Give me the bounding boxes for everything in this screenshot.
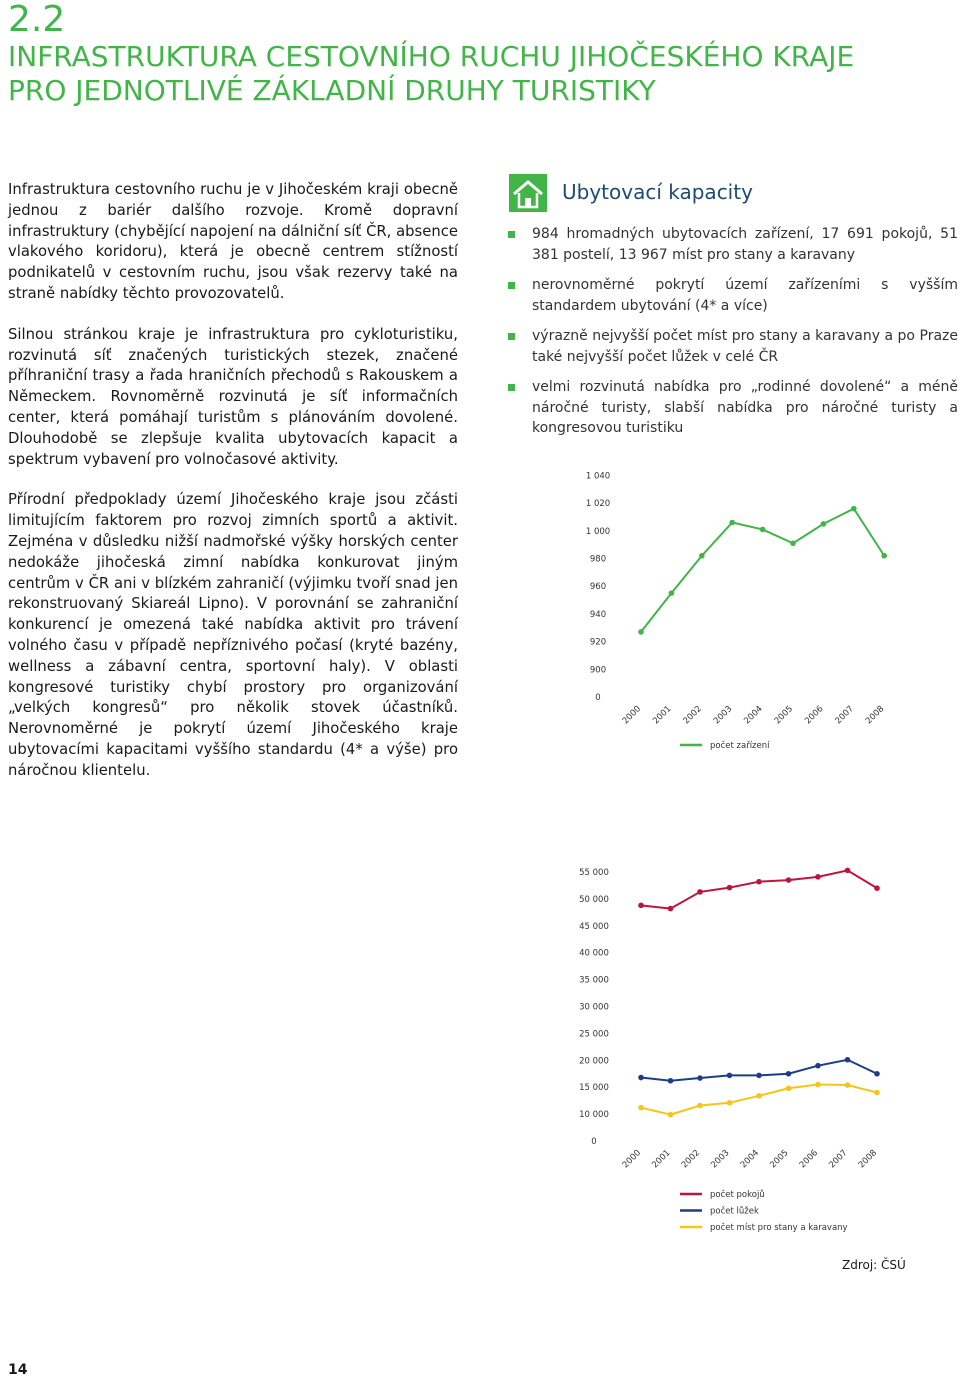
- body-text: [8, 180, 458, 802]
- x-tick-label: 2002: [679, 1148, 703, 1171]
- x-tick-label: 2005: [768, 1148, 791, 1171]
- x-tick-label: 2000: [620, 1148, 644, 1171]
- y-tick-label: 1 040: [585, 471, 611, 482]
- data-point: [638, 629, 644, 635]
- y-tick-label: 15 000: [579, 1083, 609, 1094]
- x-tick-label: 2003: [709, 1148, 732, 1171]
- y-tick-label: 30 000: [579, 1002, 609, 1013]
- y-tick-label: 10 000: [579, 1110, 609, 1121]
- x-tick-label: 2001: [650, 1148, 673, 1171]
- x-tick-label: 2001: [651, 704, 674, 727]
- data-point: [668, 906, 674, 912]
- data-point: [697, 889, 703, 895]
- y-tick-label: 960: [589, 582, 607, 593]
- data-point: [727, 1100, 733, 1106]
- data-point: [668, 1112, 674, 1118]
- y-tick-label: 900: [589, 665, 607, 676]
- x-tick-label: 2006: [803, 704, 826, 727]
- y-tick-label: 45 000: [579, 921, 609, 932]
- list-item: velmi rozvinutá nabídka pro „rodinné dovolené“ a méně náročné turisty, slabší nabídka pro náročné turisty a kongresovou turistiku: [508, 377, 958, 439]
- data-point: [786, 877, 792, 883]
- data-point: [874, 1090, 880, 1096]
- legend-label: počet lůžek: [710, 1206, 759, 1217]
- data-point: [881, 553, 887, 559]
- data-point: [638, 1075, 644, 1081]
- y-tick-label: 0: [591, 1137, 597, 1147]
- x-tick-label: 2004: [738, 1148, 762, 1171]
- x-tick-label: 2008: [863, 704, 887, 727]
- data-point: [786, 1085, 792, 1091]
- x-tick-label: 2007: [833, 704, 856, 727]
- y-tick-label: 940: [589, 609, 607, 620]
- data-point: [760, 527, 766, 533]
- paragraph: Silnou stránkou kraje je infrastruktura pro cykloturistiku, rozvinutá síť značených turistických stezek, značené příhraniční trasy a řada hraničních přechodů s Rakouskem a Německem. Rovnoměrně rozvinutá je síť informačních center, která pomáhají turistům s plánováním dovolené. Dlouhodobě se zlepšuje kvalita ubytovacích kapacit a spektrum vybavení pro volnočasové aktivity.: [8, 325, 458, 468]
- y-tick-label: 25 000: [579, 1029, 609, 1040]
- data-point: [815, 874, 821, 880]
- data-point: [790, 540, 796, 546]
- sidebar-title: Ubytovací kapacity: [562, 180, 753, 204]
- data-point: [669, 590, 675, 596]
- y-tick-label: 0: [595, 693, 601, 703]
- x-tick-label: 2003: [711, 704, 735, 727]
- legend-label: počet míst pro stany a karavany: [710, 1223, 848, 1233]
- y-tick-label: 40 000: [579, 948, 609, 959]
- data-point: [697, 1103, 703, 1109]
- y-tick-label: 55 000: [579, 868, 609, 878]
- data-point: [821, 521, 827, 527]
- y-tick-label: 20 000: [579, 1056, 609, 1067]
- list-item: 984 hromadných ubytovacích zařízení, 17 691 pokojů, 51 381 postelí, 13 967 míst pro stany a karavany: [508, 224, 958, 265]
- data-point: [851, 506, 857, 512]
- y-tick-label: 35 000: [579, 975, 609, 986]
- x-tick-label: 2007: [827, 1148, 850, 1171]
- x-tick-label: 2006: [797, 1148, 821, 1171]
- y-tick-label: 1 000: [585, 526, 611, 537]
- series-line: [641, 870, 877, 908]
- bullet-list: [508, 224, 958, 449]
- data-point: [729, 520, 735, 526]
- x-tick-label: 2004: [742, 704, 765, 727]
- source-note: Zdroj: ČSÚ: [842, 1258, 906, 1272]
- y-tick-label: 920: [589, 637, 607, 648]
- data-point: [845, 1082, 851, 1088]
- paragraph: Přírodní předpoklady území Jihočeského kraje jsou zčásti limitujícím faktorem pro rozvoj zimních sportů a aktivit. Zejména v důsledku nižší nadmořské výšky horských center nedokáže jihočeská zimní nabídka konkurovat jiným centrům v ČR ani v blízkém zahraničí (výjimku tvoří snad jen rekonstruovaný Skiareál Lipno). V porovnání se zahraniční konkurencí je omezená také nabídka aktivit pro trávení volného času v případě nepříznivého počasí (kryté bazény, wellness a zábavní centra, sportovní haly). V oblasti kongresové turistiky chybí prostory pro organizování „velkých kongresů“ pro několik stovek účastníků. Nerovnoměrné je pokrytí území Jihočeského kraje ubytovacími kapacitami vyššího standardu (4* a výše) pro náročnou klientelu.: [8, 491, 458, 779]
- data-point: [815, 1063, 821, 1069]
- data-point: [727, 885, 733, 891]
- series-line: [641, 509, 884, 632]
- data-point: [815, 1082, 821, 1088]
- data-point: [756, 879, 762, 885]
- data-point: [699, 553, 705, 559]
- data-point: [638, 1105, 644, 1111]
- legend-label: počet pokojů: [710, 1190, 765, 1200]
- legend-label: počet zařízení: [710, 741, 770, 751]
- section-title: INFRASTRUKTURA CESTOVNÍHO RUCHU JIHOČESKÉHO KRAJE PRO JEDNOTLIVÉ ZÁKLADNÍ DRUHY TURISTIKY: [8, 40, 855, 107]
- series-line: [641, 1085, 877, 1115]
- section-number: 2.2: [8, 0, 66, 40]
- x-tick-label: 2000: [620, 704, 644, 727]
- y-tick-label: 1 020: [585, 499, 611, 510]
- paragraph: Infrastruktura cestovního ruchu je v Jihočeském kraji obecně jednou z bariér dalšího rozvoje. Kromě dopravní infrastruktury (chybějící napojení na dálniční síť ČR, absence vlakového koridoru), která je obecně centrem stížností podnikatelů v cestovním ruchu, jsou však rezervy také na straně nabídky těchto provozovatelů.: [8, 181, 458, 302]
- page-number: 14: [8, 1362, 28, 1378]
- data-point: [874, 885, 880, 891]
- x-tick-label: 2008: [856, 1148, 880, 1171]
- data-point: [697, 1075, 703, 1081]
- data-point: [727, 1073, 733, 1079]
- y-tick-label: 50 000: [579, 894, 609, 905]
- series-line: [641, 1060, 877, 1081]
- data-point: [845, 868, 851, 874]
- x-tick-label: 2005: [772, 704, 796, 727]
- list-item: nerovnoměrné pokrytí území zařízeními s vyšším standardem ubytování (4* a více): [508, 275, 958, 316]
- data-point: [668, 1078, 674, 1084]
- data-point: [845, 1057, 851, 1063]
- data-point: [638, 903, 644, 909]
- data-point: [756, 1073, 762, 1079]
- data-point: [756, 1093, 762, 1099]
- y-tick-label: 980: [589, 554, 607, 565]
- x-tick-label: 2002: [681, 704, 704, 727]
- house-icon: [509, 174, 547, 212]
- data-point: [786, 1071, 792, 1077]
- data-point: [874, 1071, 880, 1077]
- list-item: výrazně nejvyšší počet míst pro stany a karavany a po Praze také nejvyšší počet lůžek v celé ČR: [508, 326, 958, 367]
